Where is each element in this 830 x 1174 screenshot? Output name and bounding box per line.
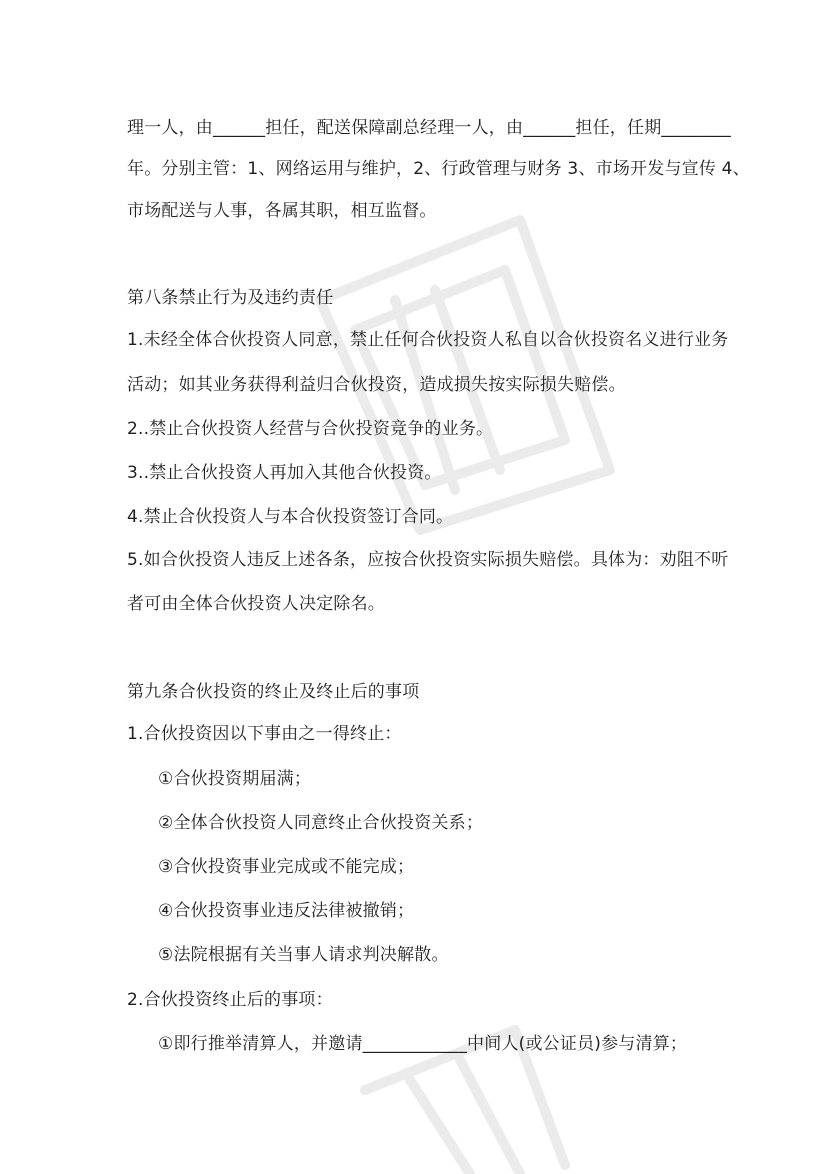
- list-item: 1.合伙投资因以下事由之一得终止：: [127, 724, 402, 744]
- body-text-line: 理一人，由______担任，配送保障副总经理一人，由______担任，任期________: [127, 118, 731, 138]
- list-item-continuation: 者可由全体合伙投资人决定除名。: [127, 594, 385, 614]
- body-text-line: 年。分别主管：1、网络运用与维护，2、行政管理与财务 3、市场开发与宣传 4、: [127, 159, 750, 179]
- section-heading: 第九条合伙投资的终止及终止后的事项: [127, 682, 420, 702]
- sub-list-item: ①即行推举清算人，并邀请____________中间人(或公证员)参与清算；: [158, 1034, 688, 1054]
- sub-list-item: ②全体合伙投资人同意终止合伙投资关系；: [158, 813, 484, 833]
- list-item: 2.合伙投资终止后的事项：: [127, 990, 333, 1010]
- sub-list-item: ⑤法院根据有关当事人请求判决解散。: [158, 945, 449, 965]
- list-item: 2..禁止合伙投资人经营与合伙投资竞争的业务。: [127, 419, 494, 439]
- list-item: 5.如合伙投资人违反上述各条，应按合伙投资实际损失赔偿。具体为：劝阻不听: [127, 550, 729, 570]
- body-text-line: 市场配送与人事，各属其职，相互监督。: [127, 201, 437, 221]
- list-item: 3..禁止合伙投资人再加入其他合伙投资。: [127, 463, 442, 483]
- list-item-continuation: 活动；如其业务获得利益归合伙投资，造成损失按实际损失赔偿。: [127, 375, 626, 395]
- sub-list-item: ①合伙投资期届满；: [158, 769, 312, 789]
- list-item: 1.未经全体合伙投资人同意，禁止任何合伙投资人私自以合伙投资名义进行业务: [127, 330, 729, 350]
- sub-list-item: ③合伙投资事业完成或不能完成；: [158, 857, 415, 877]
- list-item: 4.禁止合伙投资人与本合伙投资签订合同。: [127, 507, 454, 527]
- section-heading: 第八条禁止行为及违约责任: [127, 288, 334, 308]
- sub-list-item: ④合伙投资事业违反法律被撤销；: [158, 901, 415, 921]
